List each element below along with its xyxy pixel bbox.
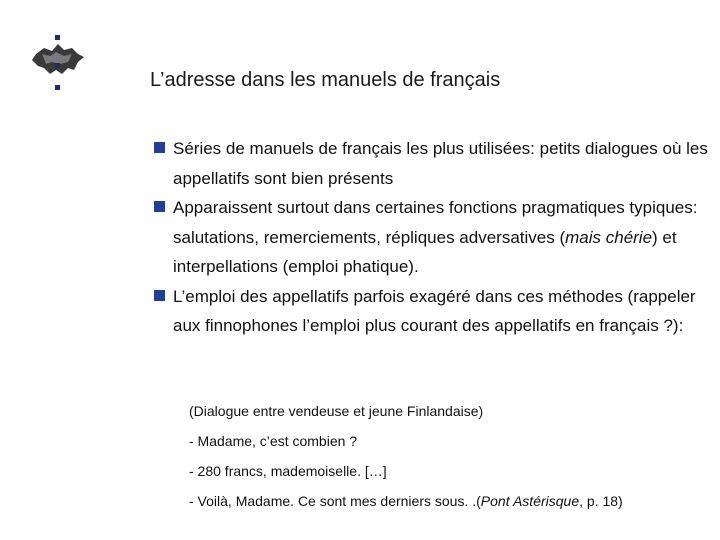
quote-text: - 280 francs, mademoiselle. […] bbox=[189, 463, 387, 479]
square-bullet-icon bbox=[154, 201, 165, 212]
quote-text: - Madame, c’est combien ? bbox=[189, 433, 358, 449]
bullet-list bbox=[152, 134, 712, 341]
bullet-item bbox=[152, 282, 712, 341]
bullet-italic: mais chérie bbox=[565, 227, 653, 247]
bullet-text: Séries de manuels de français les plus utilisées: petits dialogues où les appellatifs sont bien présents bbox=[173, 139, 708, 188]
quote-text-tail: , p. 18) bbox=[579, 493, 623, 509]
quote-line bbox=[189, 464, 623, 479]
bullet-item bbox=[152, 134, 712, 193]
bullet-text-tail: ) et interpellations (emploi phatique). bbox=[173, 227, 677, 276]
bullet-text: L’emploi des appellatifs parfois exagéré dans ces méthodes (rappeler aux finnophones l’emploi plus courant des appellatifs en français ?): bbox=[173, 286, 696, 335]
quote-line bbox=[189, 434, 623, 449]
quote-text: - Voilà, Madame. Ce sont mes derniers sous. .( bbox=[189, 493, 481, 509]
dialogue-quote bbox=[189, 404, 623, 524]
slide-title: L’adresse dans les manuels de français bbox=[150, 69, 501, 91]
quote-line bbox=[189, 404, 623, 419]
bullet-text: Apparaissent surtout dans certaines fonctions pragmatiques typiques: salutations, remerciements, répliques adversatives ( bbox=[173, 198, 698, 247]
bullet-item bbox=[152, 193, 712, 282]
square-bullet-icon bbox=[154, 290, 165, 301]
square-bullet-icon bbox=[154, 142, 165, 153]
quote-text: (Dialogue entre vendeuse et jeune Finlandaise) bbox=[189, 403, 484, 419]
university-logo-icon bbox=[22, 24, 92, 96]
quote-line bbox=[189, 494, 623, 509]
quote-italic: Pont Astérisque bbox=[480, 493, 580, 509]
